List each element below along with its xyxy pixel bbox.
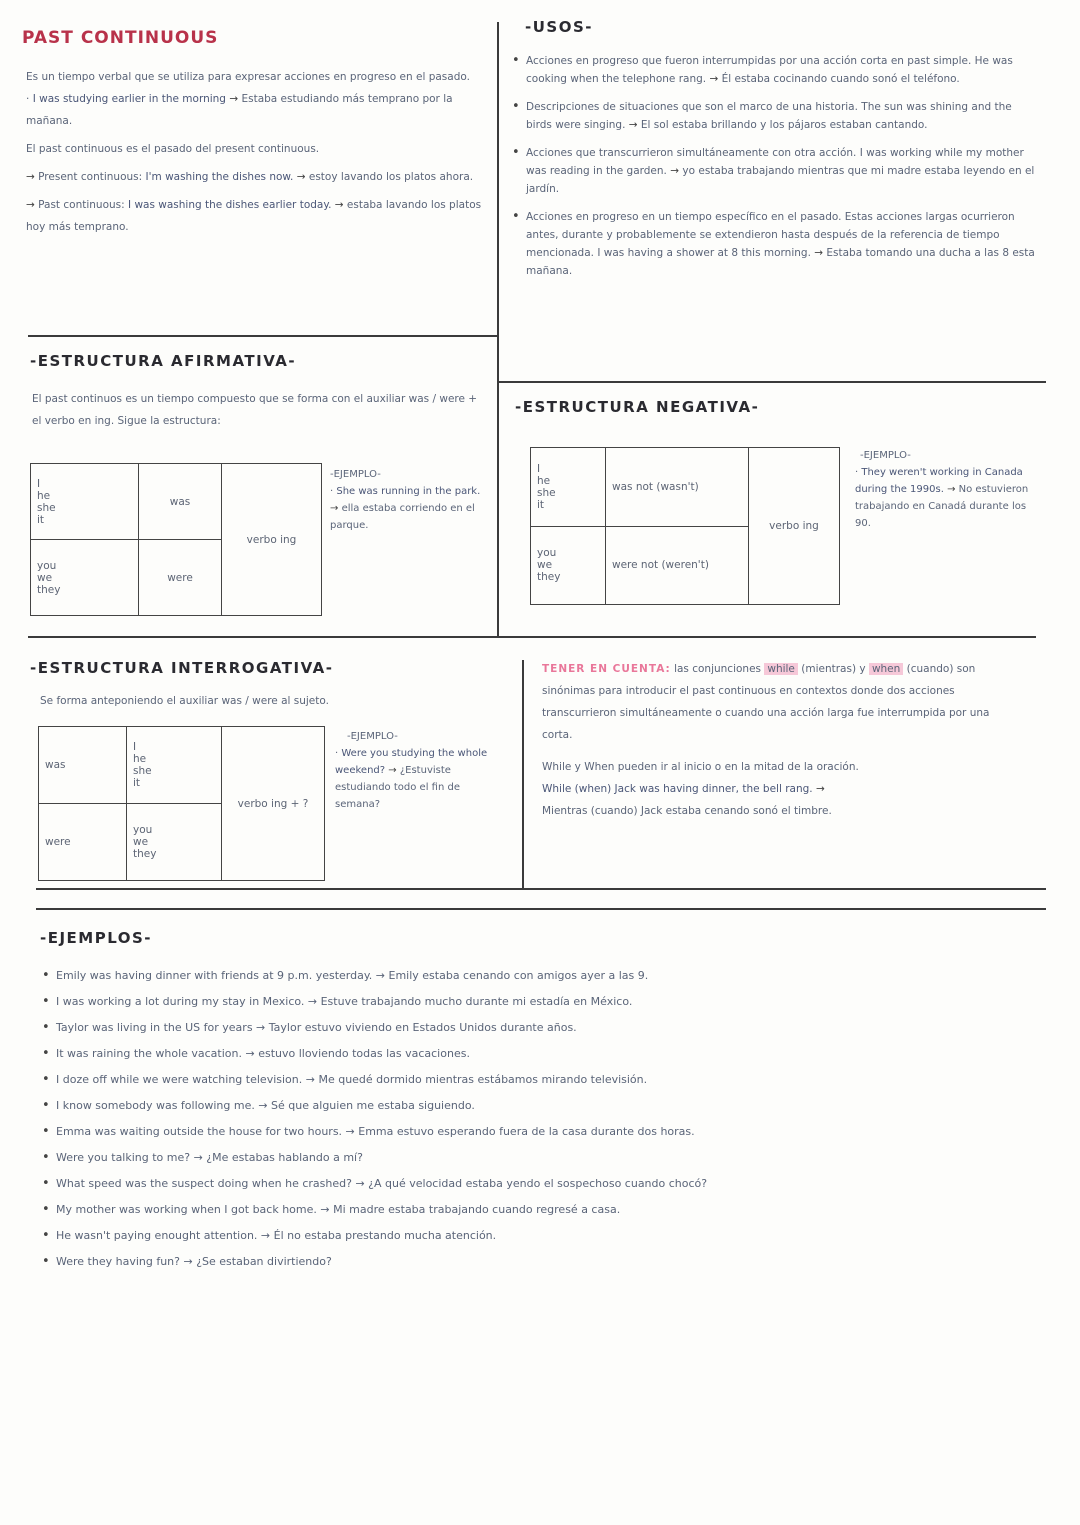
subject: they [37, 583, 61, 596]
arrow-icon: → [330, 503, 339, 514]
divider-lower-2 [36, 908, 1046, 910]
subjects-cell [31, 464, 139, 540]
afirmativa-title: -ESTRUCTURA AFIRMATIVA- [30, 352, 297, 370]
uso-text: Acciones en progreso que fueron interrumpidas por una acción corta en past simple. He was cooking when the telephone rang. [526, 55, 1013, 85]
list-item: • I doze off while we were watching television. → Me quedé dormido mientras estábamos mirando televisión. [42, 1069, 1032, 1091]
example-es: ella estaba corriendo en el parque. [330, 503, 475, 531]
intro-example-es: Estaba estudiando más temprano por la mañana. [26, 93, 453, 127]
subjects-cell [127, 727, 222, 804]
list-item: • My mother was working when I got back home. → Mi madre estaba trabajando cuando regresé a casa. [42, 1199, 1032, 1221]
aux-cell: were [139, 540, 222, 616]
afirmativa-table [30, 463, 322, 616]
tener-en-cuenta-block [542, 658, 1012, 822]
example-title: -EJEMPLO- [860, 450, 911, 461]
highlight-while: while [764, 663, 798, 675]
list-item [512, 208, 1037, 280]
interrogativa-title: -ESTRUCTURA INTERROGATIVA- [30, 659, 334, 677]
arrow-icon: → [229, 93, 239, 105]
subject: I [537, 462, 541, 475]
list-item: • What speed was the suspect doing when he crashed? → ¿A qué velocidad estaba yendo el sospechoso cuando chocó? [42, 1173, 1032, 1195]
negativa-title: -ESTRUCTURA NEGATIVA- [515, 398, 760, 416]
divider-left-top [28, 335, 498, 337]
present-label: Present continuous: [38, 171, 143, 183]
example-en: They weren't working in Canada during the 1990s. [855, 467, 1023, 495]
ejemplos-list [42, 965, 1032, 1277]
tener-en-cuenta-example-es: Mientras (cuando) Jack estaba cenando sonó el timbre. [542, 805, 832, 817]
verb-cell: verbo ing + ? [222, 727, 325, 881]
subject: she [537, 486, 556, 499]
subject: we [133, 836, 149, 848]
subject: we [537, 559, 553, 572]
subject: it [133, 777, 141, 789]
example-en: While (when) Jack was having dinner, the bell rang. [542, 783, 813, 795]
uso-translation: Estaba tomando una ducha a las 8 esta mañana. [526, 247, 1035, 277]
arrow-icon: → [26, 199, 35, 211]
tener-en-cuenta-example-en [542, 778, 1012, 800]
arrow-icon: → [709, 73, 719, 85]
arrow-icon: → [814, 247, 824, 259]
intro-definition: Es un tiempo verbal que se utiliza para expresar acciones en progreso en el pasado. [26, 71, 470, 83]
subject: they [537, 571, 561, 584]
example-body: · Were you studying the whole weekend? → ¿Estuviste estudiando todo el fin de semana? [335, 748, 488, 810]
divider-middle [28, 636, 1036, 638]
verb-cell: verbo ing [749, 448, 840, 605]
list-item [512, 98, 1037, 134]
afirmativa-example [330, 466, 485, 534]
text-segment: las conjunciones [674, 663, 762, 675]
subject: he [537, 474, 551, 487]
uso-translation: Él estaba cocinando cuando sonó el teléfono. [721, 73, 960, 85]
highlight-when: when [869, 663, 903, 675]
verb-cell: verbo ing [222, 464, 322, 616]
subject: you [37, 559, 57, 572]
subject: they [133, 848, 157, 860]
subjects-cell [31, 540, 139, 616]
tener-en-cuenta-label: TENER EN CUENTA: [542, 663, 671, 675]
past-example-en: I was washing the dishes earlier today. [128, 199, 332, 211]
subjects-cell [127, 804, 222, 881]
divider-vertical-bottom [522, 660, 524, 888]
arrow-icon: → [670, 165, 680, 177]
example-title: -EJEMPLO- [347, 731, 398, 742]
interrogativa-table [38, 726, 325, 881]
subject: she [37, 501, 56, 514]
arrow-icon: → [815, 783, 825, 795]
past-label: Past continuous: [38, 199, 125, 211]
example-en: Were you studying the whole weekend? [335, 748, 488, 776]
text-segment: (mientras) y [801, 663, 866, 675]
text-segment: (cuando) son sinónimas para introducir el past continuous en contextos donde dos acciones transcurrieron simultáneamente o cuando una acción larga fue interrumpida por una corta. [542, 663, 990, 741]
uso-text: Acciones en progreso en un tiempo específico en el pasado. Estas acciones largas ocurrieron antes, durante y probablemente se extendieron hasta después de la referencia de tiempo mencionada. I was having a shower at 8 this morning. [526, 211, 1015, 259]
arrow-icon: → [334, 199, 344, 211]
example-body: · They weren't working in Canada during the 1990s. → No estuvieron trabajando en Canadá durante los 90. [855, 467, 1029, 529]
arrow-icon: → [26, 171, 35, 183]
subject: it [37, 513, 45, 526]
page-title: PAST CONTINUOUS [22, 28, 219, 48]
afirmativa-text: El past continuos es un tiempo compuesto que se forma con el auxiliar was / were + el verbo en ing. Sigue la estructura: [32, 393, 478, 427]
list-item: • Were they having fun? → ¿Se estaban divirtiendo? [42, 1251, 1032, 1273]
list-item: • Emma was waiting outside the house for two hours. → Emma estuvo esperando fuera de la casa durante dos horas. [42, 1121, 1032, 1143]
list-item: • I was working a lot during my stay in Mexico. → Estuve trabajando mucho durante mi estadía en México. [42, 991, 1032, 1013]
list-item: • Emily was having dinner with friends at 9 p.m. yesterday. → Emily estaba cenando con amigos ayer a las 9. [42, 965, 1032, 987]
usos-title: -USOS- [525, 18, 593, 36]
present-example-es: estoy lavando los platos ahora. [308, 171, 474, 183]
usos-list [512, 52, 1037, 290]
interrogativa-text: Se forma anteponiendo el auxiliar was / were al sujeto. [40, 695, 329, 707]
intro-block [26, 66, 486, 238]
subject: we [37, 571, 53, 584]
subject: I [37, 477, 41, 490]
list-item [512, 52, 1037, 88]
interrogativa-example [335, 728, 500, 813]
divider-lower [36, 888, 1046, 890]
arrow-icon: → [628, 119, 638, 131]
uso-text: Descripciones de situaciones que son el marco de una historia. The sun was shining and the birds were singing. [526, 101, 1012, 131]
intro-example: · I was studying earlier in the morning → Estaba estudiando más temprano por la mañana. [26, 93, 453, 127]
subjects-cell [531, 526, 606, 605]
subjects-cell [531, 448, 606, 527]
subject: it [537, 498, 545, 511]
subject: he [37, 489, 51, 502]
example-es: ¿Estuviste estudiando todo el fin de semana? [335, 765, 460, 810]
list-item: • Were you talking to me? → ¿Me estabas hablando a mí? [42, 1147, 1032, 1169]
example-body: · She was running in the park. → ella estaba corriendo en el parque. [330, 486, 481, 531]
aux-cell: were [39, 804, 127, 881]
past-example-es: estaba lavando los platos hoy más temprano. [26, 199, 482, 233]
arrow-icon: → [388, 765, 397, 776]
intro-relation: El past continuous es el pasado del present continuous. [26, 143, 320, 155]
intro-past [26, 194, 486, 238]
example-es: No estuvieron trabajando en Canadá durante los 90. [855, 484, 1029, 529]
uso-translation: El sol estaba brillando y los pájaros estaban cantando. [640, 119, 928, 131]
aux-cell: was [39, 727, 127, 804]
subject: you [537, 547, 557, 560]
uso-text: Acciones que transcurrieron simultáneamente con otra acción. I was working while my mother was reading in the garden. [526, 147, 1024, 177]
uso-translation: yo estaba trabajando mientras que mi madre estaba leyendo en el jardín. [526, 165, 1035, 195]
tener-en-cuenta-text [542, 658, 1012, 746]
subject: she [133, 765, 152, 777]
subject: I [133, 741, 137, 753]
divider-right-top [498, 381, 1046, 383]
arrow-icon: → [947, 484, 956, 495]
list-item: • I know somebody was following me. → Sé que alguien me estaba siguiendo. [42, 1095, 1032, 1117]
example-en: She was running in the park. [336, 486, 481, 497]
list-item: • Taylor was living in the US for years → Taylor estuvo viviendo en Estados Unidos durante años. [42, 1017, 1032, 1039]
subject: he [133, 753, 147, 765]
aux-cell: was [139, 464, 222, 540]
list-item [512, 144, 1037, 198]
subject: you [133, 824, 153, 836]
tener-en-cuenta-position: While y When pueden ir al inicio o en la mitad de la oración. [542, 761, 859, 773]
ejemplos-title: -EJEMPLOS- [40, 929, 153, 947]
intro-present [26, 166, 486, 188]
intro-example-en: I was studying earlier in the morning [32, 93, 226, 105]
list-item: • He wasn't paying enought attention. → Él no estaba prestando mucha atención. [42, 1225, 1032, 1247]
list-item: • It was raining the whole vacation. → estuvo lloviendo todas las vacaciones. [42, 1043, 1032, 1065]
arrow-icon: → [296, 171, 306, 183]
example-title: -EJEMPLO- [330, 469, 381, 480]
aux-cell: were not (weren't) [606, 526, 749, 605]
aux-cell: was not (wasn't) [606, 448, 749, 527]
present-example-en: I'm washing the dishes now. [145, 171, 294, 183]
negativa-example [855, 447, 1045, 532]
divider-vertical-top [497, 22, 499, 637]
negativa-table [530, 447, 840, 605]
